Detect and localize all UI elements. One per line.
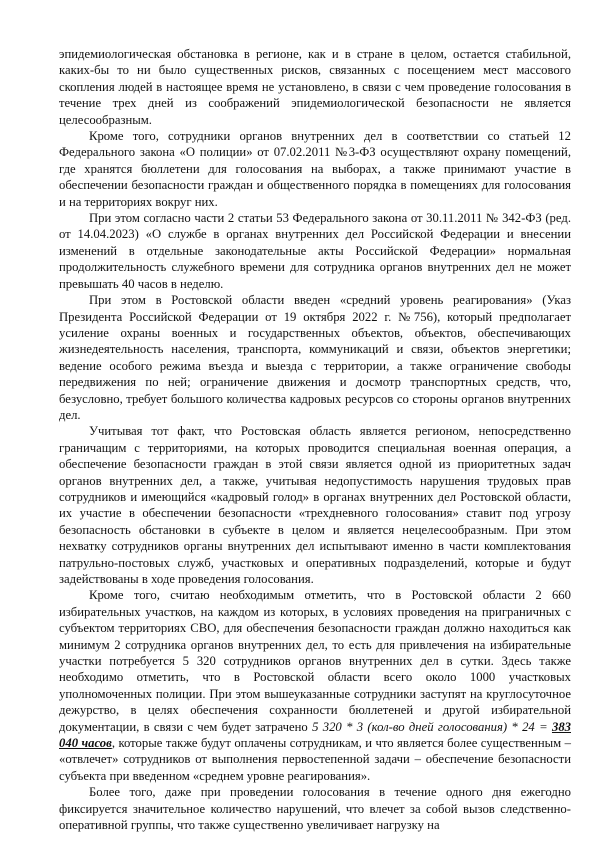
paragraph-6-text-after: , которые также будут оплачены сотрудникам, и что является более существенным – «отвлечет» сотрудников от выполнения первостепенной задачи – обеспечение безопасности субъекта при введенном «среднем уровне реагирования». bbox=[59, 736, 571, 783]
paragraph-4: При этом в Ростовской области введен «средний уровень реагирования» (Указ Президента Российской Федерации от 19 октября 2022 г. №756), который предполагает усиление охраны военных и государственных объектов, объектов, обеспечивающих жизнедеятельность населения, транспорта, коммуникаций и связи, объектов энергетики; ведение особого режима въезда и выезда с территории, а также ограничение свободы передвижения по ней; ограничение движения и досмотр транспортных средств, что, безусловно, требует большого количества кадровых ресурсов со стороны органов внутренних дел. bbox=[59, 293, 571, 422]
calculation-result: 383 040 часов bbox=[59, 719, 571, 751]
calculation-formula: 5 320 * 3 (кол-во дней голосования) * 24 = bbox=[312, 719, 552, 734]
paragraph-7: Более того, даже при проведении голосования в течение одного дня ежегодно фиксируется значительное количество нарушений, что влечет за собой вызов следственно-оперативной группы, что также существенно увеличивает нагрузку на bbox=[59, 785, 571, 833]
paragraph-6 bbox=[59, 587, 571, 784]
paragraph-3: При этом согласно части 2 статьи 53 Федерального закона от 30.11.2011 № 342-ФЗ (ред. от 14.04.2023) «О службе в органах внутренних дел Российской Федерации и внесении изменений в отдельные законодательные акты Российской Федерации» нормальная продолжительность служебного времени для сотрудника органов внутренних дел не может превышать 40 часов в неделю. bbox=[59, 211, 571, 291]
document-page bbox=[59, 46, 571, 834]
paragraph-2: Кроме того, сотрудники органов внутренних дел в соответствии со статьей 12 Федерального закона «О полиции» от 07.02.2011 №3-ФЗ осуществляют охрану помещений, где хранятся бюллетени для голосования на выборах, а также принимают участие в обеспечении безопасности граждан и общественного порядка в помещениях для голосования и на территориях вокруг них. bbox=[59, 129, 571, 209]
paragraph-5: Учитывая тот факт, что Ростовская область является регионом, непосредственно граничащим с территориями, на которых проводится специальная военная операция, а обеспечение безопасности граждан в этой связи является одной из приоритетных задач органов внутренних дел, а также, учитывая недопустимость нарушения трудовых прав сотрудников и имеющийся «кадровый голод» в органах внутренних дел Ростовской области, их участие в обеспечении безопасности «трехдневного голосования» ставит под угрозу безопасность обстановки в субъекте в целом и является нецелесообразным. При этом нехватку сотрудников органы внутренних дел испытывают именно в части комплектования патрульно-постовых служб, участковых и оперативных подразделений, которые и будут задействованы в ходе проведения голосования. bbox=[59, 424, 571, 586]
paragraph-6-text-before: Кроме того, считаю необходимым отметить, что в Ростовской области 2 660 избирательных участков, на каждом из которых, в условиях проведения на приграничных с субъектом территориях СВО, для обеспечения безопасности граждан должно находиться как минимум 2 сотрудника органов внутренних дел, то есть для привлечения на избирательные участки потребуется 5 320 сотрудников органов внутренних дел в сутки. Здесь также необходимо отметить, что в Ростовской области всего около 1000 участковых уполномоченных полиции. При этом вышеуказанные сотрудники заступят на круглосуточное дежурство, в целях обеспечения сохранности бюллетеней и другой избирательной документации, в связи с чем будет затрачено bbox=[59, 588, 571, 734]
paragraph-1: эпидемиологическая обстановка в регионе, как и в стране в целом, остается стабильной, каких-бы то ни было существенных рисков, связанных с посещением мест массового скопления людей в настоящее время не установлено, в связи с чем проведение голосования в течение трех дней из соображений эпидемиологической безопасности не является целесообразным. bbox=[59, 47, 571, 127]
